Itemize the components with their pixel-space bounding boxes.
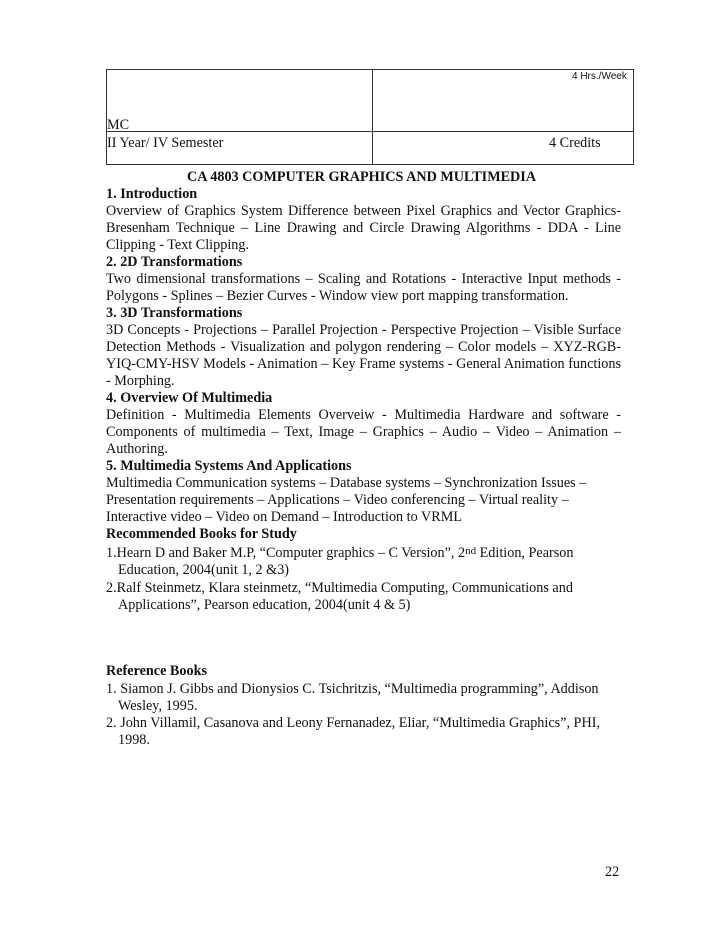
recommended-book-1-cont: Education, 2004(unit 1, 2 &3)	[118, 562, 290, 578]
book-1-part-b: Edition, Pearson	[476, 545, 574, 561]
unit-4-heading: 4. Overview Of Multimedia	[106, 390, 273, 406]
unit-3-text: 3D Concepts - Projections – Parallel Projection - Perspective Projection – Visible Surface Detection Methods - Visualization and polygon rendering – Color models – XYZ-RGB-YIQ-CMY-HSV Models - Animation – Key Frame systems - General Animation functions - Morphing.	[106, 322, 621, 389]
program-code: MC	[107, 117, 130, 133]
unit-5-heading: 5. Multimedia Systems And Applications	[106, 458, 352, 474]
book-1-superscript: nd	[465, 545, 477, 557]
unit-5-line-1: Multimedia Communication systems – Database systems – Synchronization Issues –	[106, 475, 587, 491]
book-1-part-a: 1.Hearn D and Baker M.P, “Computer graphics – C Version”, 2	[106, 545, 466, 561]
unit-5-line-2: Presentation requirements – Applications – Video conferencing – Virtual reality –	[106, 492, 569, 508]
unit-1-heading: 1. Introduction	[106, 186, 198, 202]
recommended-books-heading: Recommended Books for Study	[106, 526, 297, 542]
unit-2-heading: 2. 2D Transformations	[106, 254, 243, 270]
unit-3-heading: 3. 3D Transformations	[106, 305, 243, 321]
recommended-book-1	[106, 545, 573, 562]
course-title: CA 4803 COMPUTER GRAPHICS AND MULTIMEDIA	[187, 169, 537, 185]
reference-book-1: 1. Siamon J. Gibbs and Dionysios C. Tsichritzis, “Multimedia programming”, Addison	[106, 681, 599, 697]
unit-1-text: Overview of Graphics System Difference between Pixel Graphics and Vector Graphics- Bresenham Technique – Line Drawing and Circle Drawing Algorithms - DDA - Line Clipping - Text Clipping.	[106, 203, 621, 253]
recommended-book-2-cont: Applications”, Pearson education, 2004(unit 4 & 5)	[118, 597, 411, 613]
unit-4-text: Definition - Multimedia Elements Overveiw - Multimedia Hardware and software - Components of multimedia – Text, Image – Graphics – Audio – Video – Animation – Authoring.	[106, 407, 621, 457]
reference-books-heading: Reference Books	[106, 663, 207, 679]
reference-book-1-cont: Wesley, 1995.	[118, 698, 198, 714]
page-number: 22	[605, 864, 620, 880]
credits: 4 Credits	[549, 135, 601, 151]
year-semester: II Year/ IV Semester	[107, 135, 224, 151]
unit-5-line-3: Interactive video – Video on Demand – Introduction to VRML	[106, 509, 462, 525]
unit-2-text: Two dimensional transformations – Scaling and Rotations - Interactive Input methods - Polygons - Splines – Bezier Curves - Window view port mapping transformation.	[106, 271, 621, 304]
hours-per-week: 4 Hrs./Week	[572, 71, 627, 82]
reference-book-2-cont: 1998.	[118, 732, 150, 748]
recommended-book-2: 2.Ralf Steinmetz, Klara steinmetz, “Multimedia Computing, Communications and	[106, 580, 573, 596]
reference-book-2: 2. John Villamil, Casanova and Leony Fernanadez, Eliar, “Multimedia Graphics”, PHI,	[106, 715, 600, 731]
